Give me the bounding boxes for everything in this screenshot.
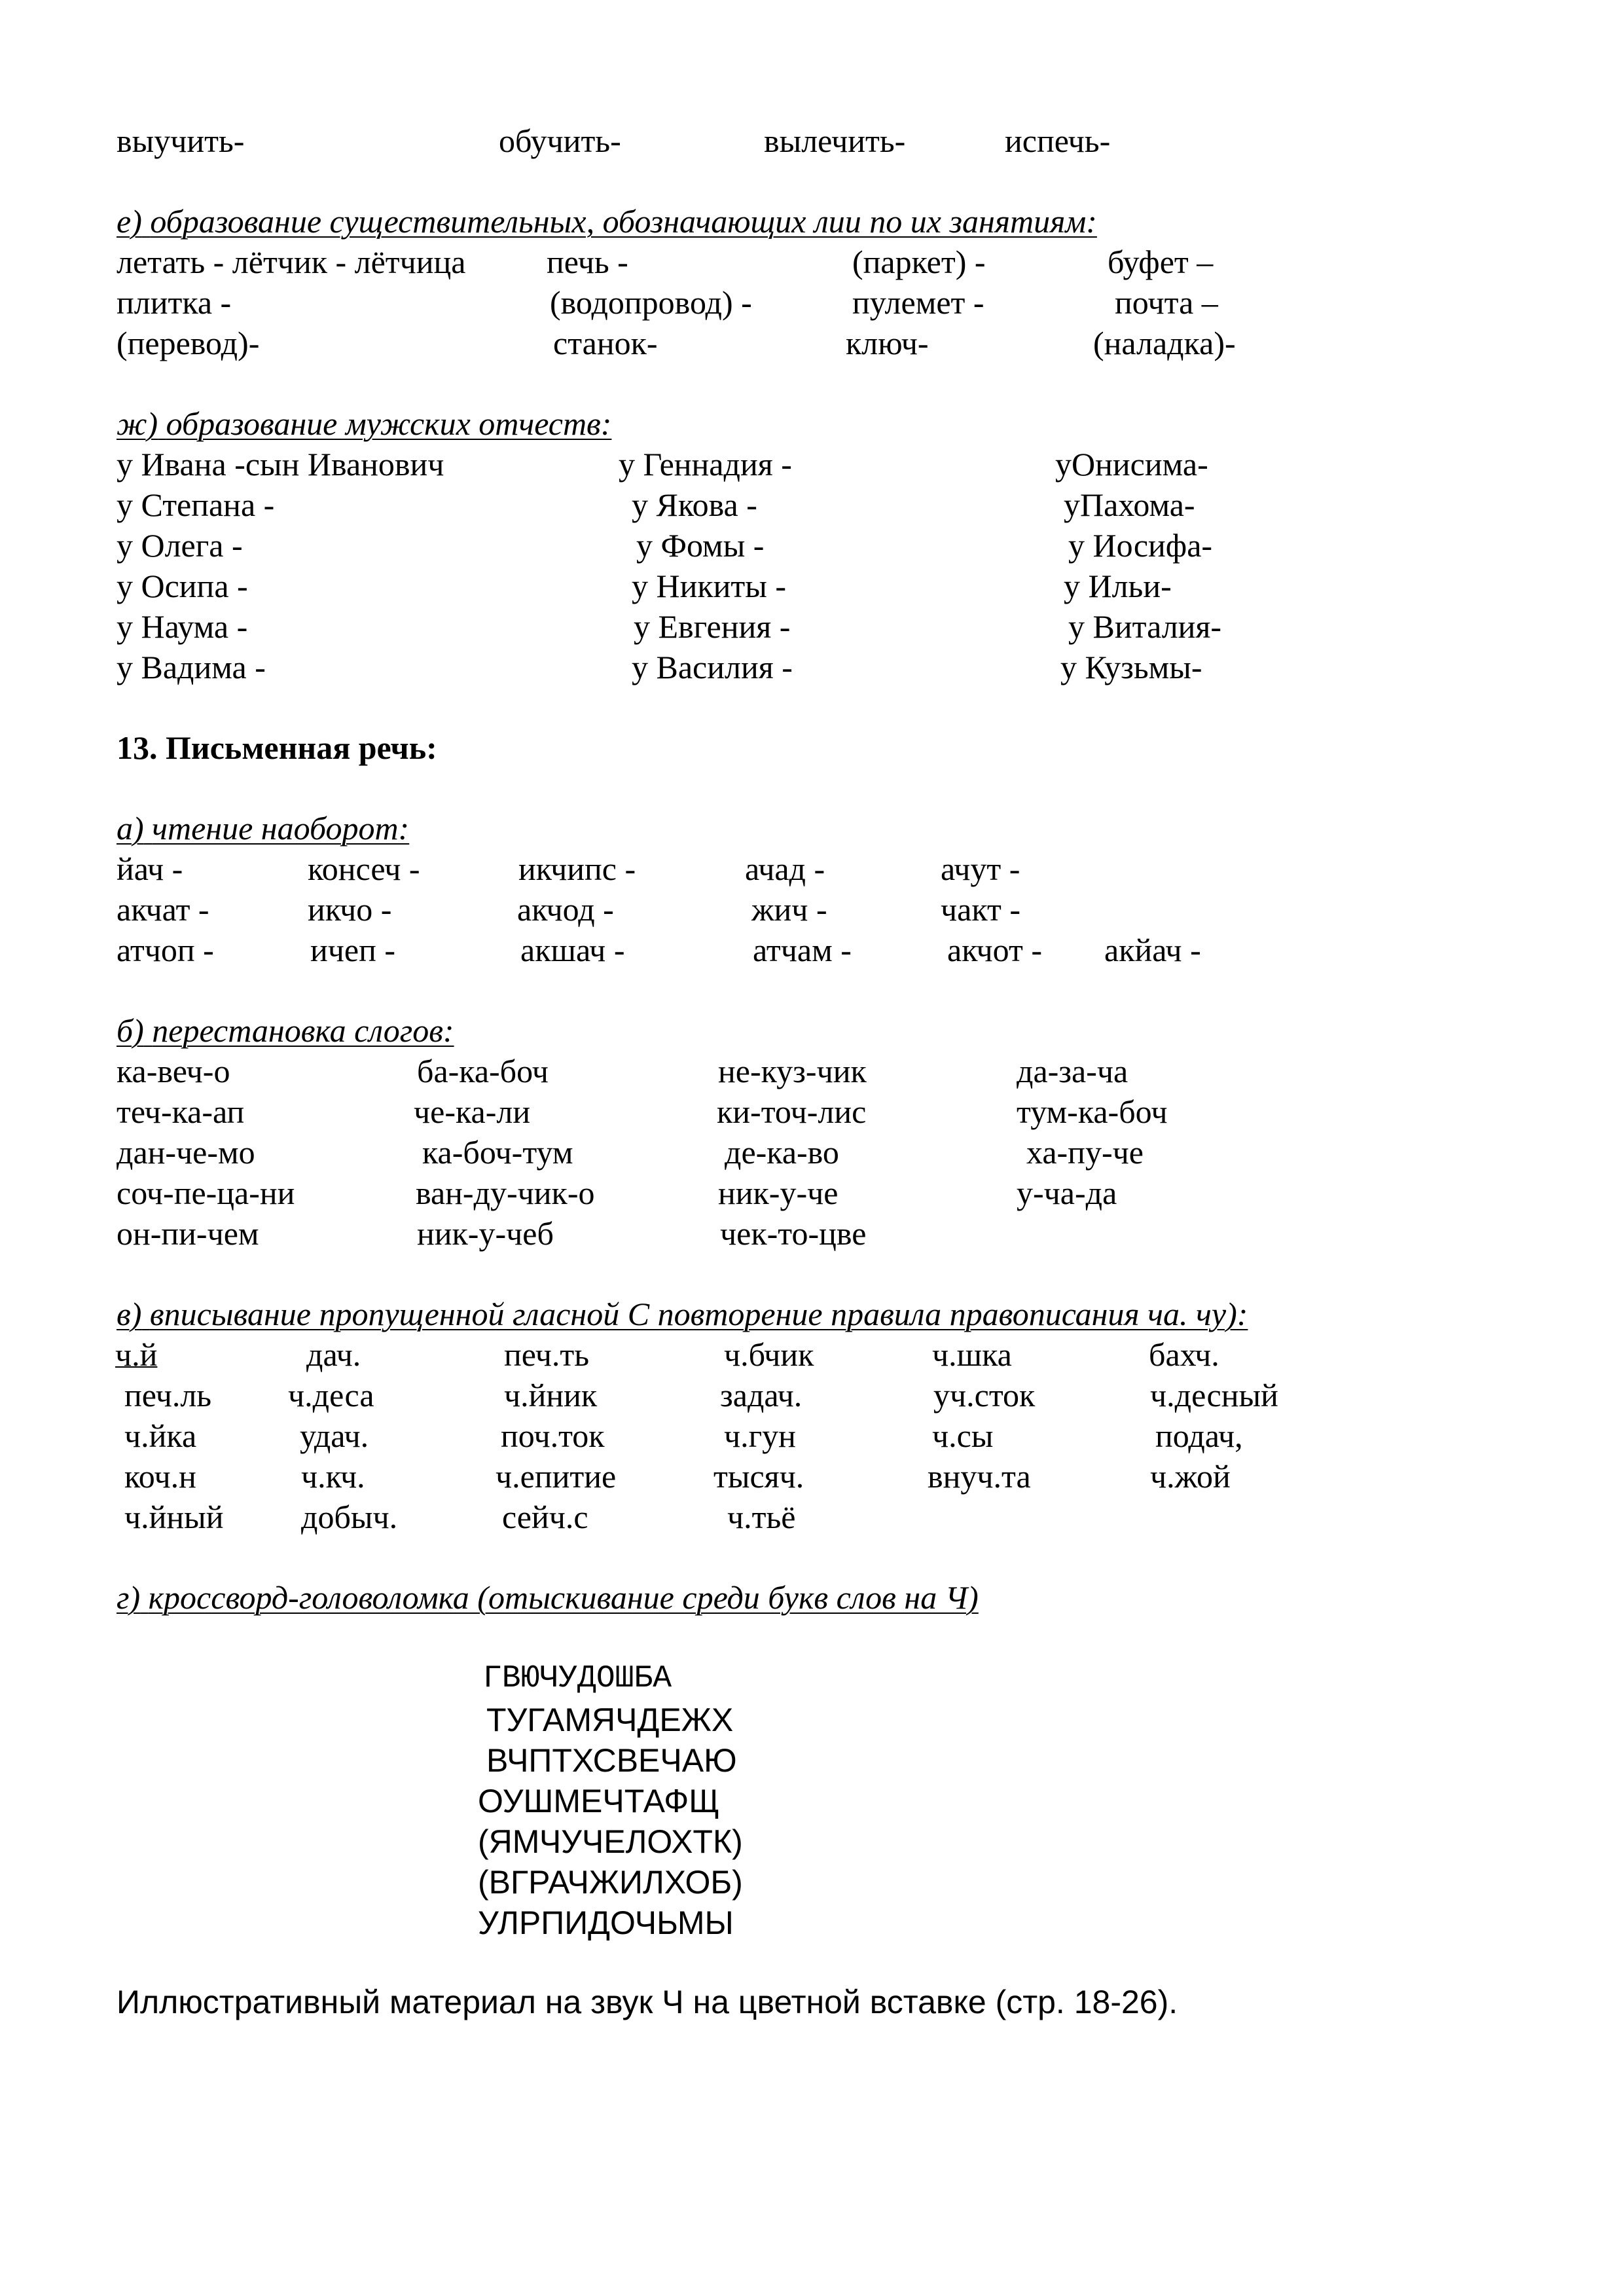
puzzle-row: (ЯМЧУЧЕЛОХТК)	[478, 1823, 743, 1860]
verb-3: вылечить-	[764, 122, 906, 159]
section-zh-heading	[117, 407, 611, 440]
section-v-cell: уч.сток	[933, 1377, 1036, 1413]
section-a-cell: акчод -	[517, 891, 614, 928]
section-a-cell: икчипс -	[518, 850, 636, 887]
section-v-cell: подач,	[1155, 1417, 1243, 1454]
section-zh-cell: уПахома-	[1064, 486, 1195, 523]
section-zh-cell: у Ивана -сын Иванович	[117, 446, 444, 483]
section-v-cell	[115, 1338, 157, 1371]
section-a-cell: атчам -	[753, 932, 852, 968]
section-b-cell: дан-че-мо	[117, 1134, 255, 1171]
section-v-cell: ч.гун	[724, 1417, 796, 1454]
section-v-cell: ч.йник	[504, 1377, 598, 1413]
section-v-cell: ч.йка	[124, 1417, 197, 1454]
section-a-cell: консеч -	[308, 850, 420, 887]
section-v-cell: печ.ть	[504, 1336, 590, 1373]
section-v-cell: внуч.та	[928, 1458, 1031, 1495]
section-b-cell: ха-пу-че	[1026, 1134, 1144, 1171]
section-b-cell: ба-ка-боч	[417, 1053, 549, 1089]
verb-1: выучить-	[117, 122, 245, 159]
section-v-heading	[117, 1298, 1248, 1330]
section-e-cell: (паркет) -	[852, 244, 986, 280]
section-a-cell: акшач -	[520, 932, 625, 968]
section-e-cell: ключ-	[846, 325, 929, 361]
section-v-cell: сейч.с	[502, 1499, 588, 1535]
section-b-cell: де-ка-во	[725, 1134, 839, 1171]
section-a-cell: жич -	[751, 891, 827, 928]
section-a-cell: акчат -	[117, 891, 209, 928]
puzzle-row: УЛРПИДОЧЬМЫ	[478, 1904, 734, 1941]
section-zh-cell: у Иосифа-	[1068, 527, 1213, 564]
section-v-cell: ч.сы	[932, 1417, 994, 1454]
section-b-cell: тум-ка-боч	[1017, 1093, 1168, 1130]
section-e-cell: летать - лётчик - лётчица	[117, 244, 466, 280]
section-zh-cell: у Осипа -	[117, 568, 248, 604]
verb-2: обучить-	[499, 122, 621, 159]
section-e-cell: пулемет -	[852, 284, 984, 321]
section-v-cell: поч.ток	[501, 1417, 605, 1454]
section-v-cell: ч.епитие	[496, 1458, 617, 1495]
section-zh-cell: у Якова -	[632, 486, 757, 523]
section-e-cell: (наладка)-	[1093, 325, 1236, 361]
section-b-cell: че-ка-ли	[414, 1093, 531, 1130]
section-zh-cell: у Кузьмы-	[1060, 649, 1202, 685]
section-v-cell: ч.жой	[1150, 1458, 1231, 1495]
section-b-cell: ник-у-чеб	[417, 1215, 554, 1252]
puzzle-row: ВЧПТХСВЕЧАЮ	[486, 1742, 737, 1779]
section-v-cell: ч.десный	[1150, 1377, 1278, 1413]
puzzle-row: ГВЮЧУДОШБА	[483, 1661, 672, 1696]
section-13-title: 13. Письменная речь:	[117, 729, 437, 766]
section-v-cell: ч.йный	[124, 1499, 224, 1535]
section-zh-cell: у Василия -	[632, 649, 793, 685]
section-a-cell: атчоп -	[117, 932, 214, 968]
section-zh-cell: у Фомы -	[636, 527, 765, 564]
section-zh-cell: у Геннадия -	[619, 446, 792, 483]
section-v-cell: добыч.	[301, 1499, 398, 1535]
section-b-marker: б)	[117, 1012, 144, 1049]
section-a-cell: акйач -	[1104, 932, 1201, 968]
section-zh-marker: ж)	[117, 405, 158, 442]
section-v-cell: бахч.	[1149, 1336, 1219, 1373]
section-zh-cell: у Олега -	[117, 527, 243, 564]
puzzle-row: ТУГАМЯЧДЕЖХ	[486, 1702, 734, 1738]
section-b-cell: ник-у-че	[718, 1175, 839, 1211]
section-e-cell: станок-	[553, 325, 658, 361]
section-v-cell: удач.	[300, 1417, 369, 1454]
section-b-cell: ван-ду-чик-о	[416, 1175, 595, 1211]
section-v-cell: коч.н	[124, 1458, 196, 1495]
section-v-cell: ч.шка	[932, 1336, 1012, 1373]
section-b-cell: ка-веч-о	[117, 1053, 230, 1089]
section-g-heading	[117, 1581, 979, 1614]
section-b-cell: чек-то-цве	[720, 1215, 867, 1252]
section-v-marker: в)	[117, 1296, 142, 1332]
section-e-cell: почта –	[1115, 284, 1218, 321]
section-e-marker: е)	[117, 203, 142, 240]
section-v-cell: тысяч.	[713, 1458, 804, 1495]
section-zh-cell: у Наума -	[117, 608, 248, 645]
section-v-cell: печ.ль	[124, 1377, 212, 1413]
section-b-cell: у-ча-да	[1017, 1175, 1117, 1211]
section-g-heading-text: кроссворд-головоломка (отыскивание среди букв слов на Ч)	[148, 1579, 979, 1616]
section-a-marker: а)	[117, 810, 144, 847]
section-a-cell: акчот -	[947, 932, 1043, 968]
section-zh-heading-text: образование мужских отчеств:	[166, 405, 612, 442]
section-zh-cell: уОнисима-	[1055, 446, 1208, 483]
section-e-cell: (перевод)-	[117, 325, 260, 361]
puzzle-row: (ВГРАЧЖИЛХОБ)	[478, 1864, 743, 1901]
section-zh-cell: у Евгения -	[634, 608, 791, 645]
puzzle-row: ОУШМЕЧТАФЩ	[478, 1783, 720, 1819]
section-e-cell: плитка -	[117, 284, 232, 321]
section-b-cell: не-куз-чик	[718, 1053, 867, 1089]
section-e-cell: буфет –	[1108, 244, 1214, 280]
section-e-heading	[117, 205, 1097, 238]
section-zh-cell: у Ильи-	[1064, 568, 1172, 604]
section-b-cell: ки-точ-лис	[717, 1093, 867, 1130]
section-a-heading	[117, 812, 409, 845]
section-v-cell: ч.деса	[288, 1377, 374, 1413]
section-b-cell: соч-пе-ца-ни	[117, 1175, 295, 1211]
section-b-heading	[117, 1014, 454, 1047]
section-e-cell: (водопровод) -	[550, 284, 752, 321]
section-v-heading-text: вписывание пропущенной гласной С повторение правила правописания ча. чу):	[149, 1296, 1248, 1332]
section-a-cell: йач -	[117, 850, 183, 887]
section-v-cell: дач.	[306, 1336, 361, 1373]
footer-note: Иллюстративный материал на звук Ч на цветной вставке (стр. 18-26).	[117, 1984, 1178, 2020]
section-a-heading-text: чтение наоборот:	[152, 810, 410, 847]
section-b-cell: да-за-ча	[1017, 1053, 1128, 1089]
section-a-cell: ичеп -	[310, 932, 396, 968]
section-v-cell-text: ч.й	[115, 1336, 158, 1373]
section-b-heading-text: перестановка слогов:	[152, 1012, 454, 1049]
section-a-cell: чакт -	[941, 891, 1020, 928]
section-zh-cell: у Степана -	[117, 486, 275, 523]
section-a-cell: ачад -	[745, 850, 825, 887]
section-v-cell: ч.кч.	[301, 1458, 365, 1495]
section-zh-cell: у Виталия-	[1068, 608, 1222, 645]
section-b-cell: ка-боч-тум	[422, 1134, 573, 1171]
section-v-cell: задач.	[720, 1377, 803, 1413]
section-v-cell: ч.тьё	[727, 1499, 796, 1535]
section-e-heading-text: образование существительных, обозначающих лии по их занятиям:	[150, 203, 1097, 240]
section-v-cell: ч.бчик	[724, 1336, 814, 1373]
section-b-cell: он-пи-чем	[117, 1215, 259, 1252]
section-zh-cell: у Вадима -	[117, 649, 266, 685]
section-e-cell: печь -	[547, 244, 628, 280]
section-b-cell: теч-ка-ап	[117, 1093, 245, 1130]
verb-4: испечь-	[1005, 122, 1111, 159]
section-a-cell: ачут -	[941, 850, 1020, 887]
section-a-cell: икчо -	[308, 891, 392, 928]
section-g-marker: г)	[117, 1579, 141, 1616]
section-zh-cell: у Никиты -	[632, 568, 787, 604]
